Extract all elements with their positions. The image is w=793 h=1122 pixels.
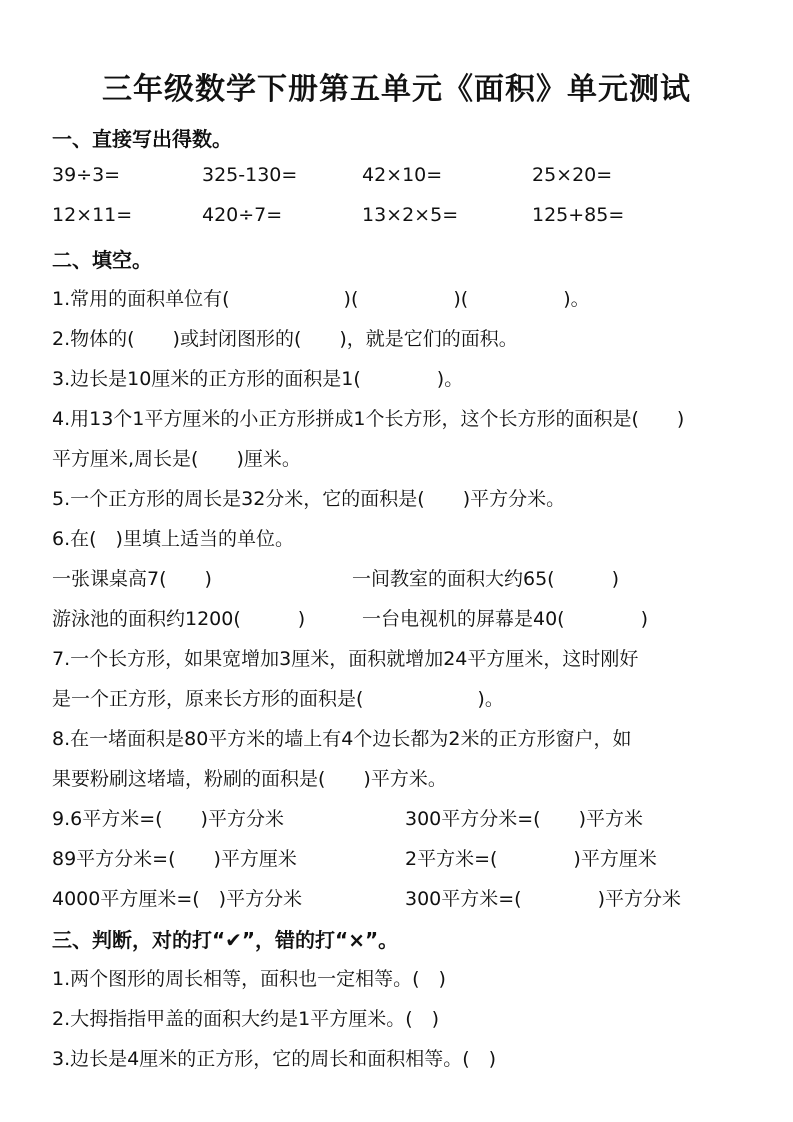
conversion-item: 9.6平方米=( )平方分米: [52, 808, 284, 830]
calc-item: 125+85=: [532, 204, 625, 226]
question-line: 果要粉刷这堵墙，粉刷的面积是( )平方米。: [52, 768, 447, 790]
unit-item: 游泳池的面积约1200( ): [52, 608, 306, 630]
conversion-item: 4000平方厘米=( )平方分米: [52, 888, 303, 910]
question-line: 3.边长是4厘米的正方形，它的周长和面积相等。( ): [52, 1048, 497, 1070]
question-line: 6.在( )里填上适当的单位。: [52, 528, 294, 550]
unit-item: 一间教室的面积大约65( ): [352, 568, 620, 590]
calc-item: 420÷7=: [202, 204, 283, 226]
unit-item: 一张课桌高7( ): [52, 568, 212, 590]
question-line: 是一个正方形，原来长方形的面积是( )。: [52, 688, 504, 710]
question-line: 2.物体的( )或封闭图形的( )，就是它们的面积。: [52, 328, 518, 350]
calc-item: 325-130=: [202, 164, 298, 186]
calc-item: 12×11=: [52, 204, 133, 226]
calc-item: 25×20=: [532, 164, 613, 186]
question-line: 5.一个正方形的周长是32分米，它的面积是( )平方分米。: [52, 488, 566, 510]
section1-heading: 一、直接写出得数。: [52, 127, 232, 151]
unit-item: 一台电视机的屏幕是40( ): [362, 608, 649, 630]
conversion-item: 300平方米=( )平方分米: [405, 888, 682, 910]
question-line: 8.在一堵面积是80平方米的墙上有4个边长都为2米的正方形窗户，如: [52, 728, 632, 750]
question-line: 1.常用的面积单位有( )( )( )。: [52, 288, 590, 310]
question-line: 平方厘米,周长是( )厘米。: [52, 448, 301, 470]
conversion-item: 89平方分米=( )平方厘米: [52, 848, 297, 870]
conversion-item: 2平方米=( )平方厘米: [405, 848, 657, 870]
question-line: 2.大拇指指甲盖的面积大约是1平方厘米。( ): [52, 1008, 440, 1030]
conversion-item: 300平方分米=( )平方米: [405, 808, 644, 830]
page-title: 三年级数学下册第五单元《面积》单元测试: [102, 72, 691, 107]
section2-heading: 二、填空。: [52, 248, 152, 272]
question-line: 3.边长是10厘米的正方形的面积是1( )。: [52, 368, 464, 390]
section3-heading: 三、判断，对的打“✔”，错的打“×”。: [52, 928, 399, 952]
calc-item: 39÷3=: [52, 164, 121, 186]
calc-item: 42×10=: [362, 164, 443, 186]
question-line: 4.用13个1平方厘米的小正方形拼成1个长方形，这个长方形的面积是( ): [52, 408, 685, 430]
calc-item: 13×2×5=: [362, 204, 459, 226]
question-line: 1.两个图形的周长相等，面积也一定相等。( ): [52, 968, 446, 990]
question-line: 7.一个长方形，如果宽增加3厘米，面积就增加24平方厘米，这时刚好: [52, 648, 639, 670]
